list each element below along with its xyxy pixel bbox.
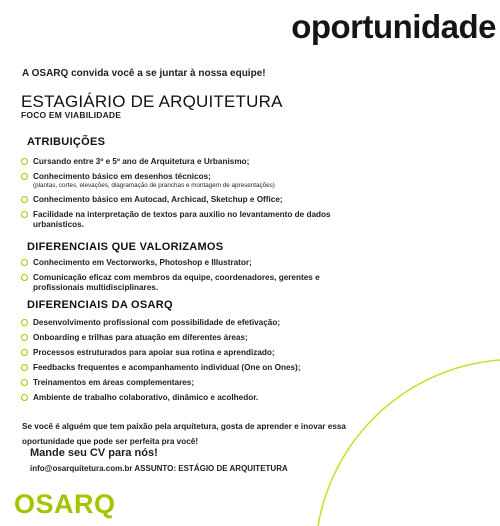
list-item: Onboarding e trilhas para atuação em diferentes áreas; — [21, 333, 366, 343]
role-subtitle: FOCO EM VIABILIDADE — [21, 110, 122, 120]
section-heading-diferenciais-osarq: DIFERENCIAIS DA OSARQ — [27, 299, 173, 311]
bullet-icon — [21, 173, 28, 180]
role-title: ESTAGIÁRIO DE ARQUITETURA — [21, 92, 283, 111]
list-item: Comunicação eficaz com membros da equipe, coordenadores, gerentes e profissionais multidisciplinares. — [21, 273, 351, 293]
bullet-icon — [21, 379, 28, 386]
bullet-icon — [21, 158, 28, 165]
list-item: Ambiente de trabalho colaborativo, dinâmico e acolhedor. — [21, 393, 366, 403]
bullet-icon — [21, 319, 28, 326]
closing-text: Se você é alguém que tem paixão pela arquitetura, gosta de aprender e inovar essa oportunidade que pode ser perfeita pra você! — [22, 422, 346, 446]
bullet-icon — [21, 259, 28, 266]
list-item: Processos estruturados para apoiar sua rotina e aprendizado; — [21, 348, 366, 358]
bullet-icon — [21, 349, 28, 356]
brand-tag: oportunidade — [291, 8, 496, 45]
cta-heading: Mande seu CV para nós! — [30, 447, 158, 459]
section-heading-diferenciais-valorizamos: DIFERENCIAIS QUE VALORIZAMOS — [27, 241, 224, 253]
bullet-icon — [21, 196, 28, 203]
list-item: Conhecimento básico em Autocad, Archicad, Sketchup e Office; — [21, 195, 366, 205]
list-diferenciais-osarq — [21, 318, 366, 408]
list-diferenciais-valorizamos — [21, 258, 351, 298]
list-item: Cursando entre 3º e 5º ano de Arquitetura e Urbanismo; — [21, 157, 366, 167]
bullet-icon — [21, 274, 28, 281]
list-item-note: (plantas, cortes, elevações, diagramação de pranchas e montagem de apresentações) — [33, 182, 275, 189]
list-item: Desenvolvimento profissional com possibilidade de efetivação; — [21, 318, 366, 328]
bullet-icon — [21, 364, 28, 371]
osarq-logo: OSARQ — [14, 489, 116, 519]
bullet-icon — [21, 394, 28, 401]
section-heading-atribuicoes: ATRIBUIÇÕES — [27, 136, 106, 148]
bullet-icon — [21, 211, 28, 218]
list-item: Conhecimento básico em desenhos técnicos; (plantas, cortes, elevações, diagramação de pranchas e montagem de apresentações) — [21, 172, 366, 190]
list-atribuicoes — [21, 157, 366, 235]
intro-text: A OSARQ convida você a se juntar à nossa equipe! — [22, 68, 266, 79]
list-item: Treinamentos em áreas complementares; — [21, 378, 366, 388]
bullet-icon — [21, 334, 28, 341]
list-item: Facilidade na interpretação de textos para auxilio no levantamento de dados urbanísticos. — [21, 210, 366, 230]
list-item: Feedbacks frequentes e acompanhamento individual (One on Ones); — [21, 363, 366, 373]
list-item: Conhecimento em Vectorworks, Photoshop e Illustrator; — [21, 258, 351, 268]
contact-email[interactable]: info@osarquitetura.com.br ASSUNTO: ESTÁGIO DE ARQUITETURA — [30, 464, 288, 473]
